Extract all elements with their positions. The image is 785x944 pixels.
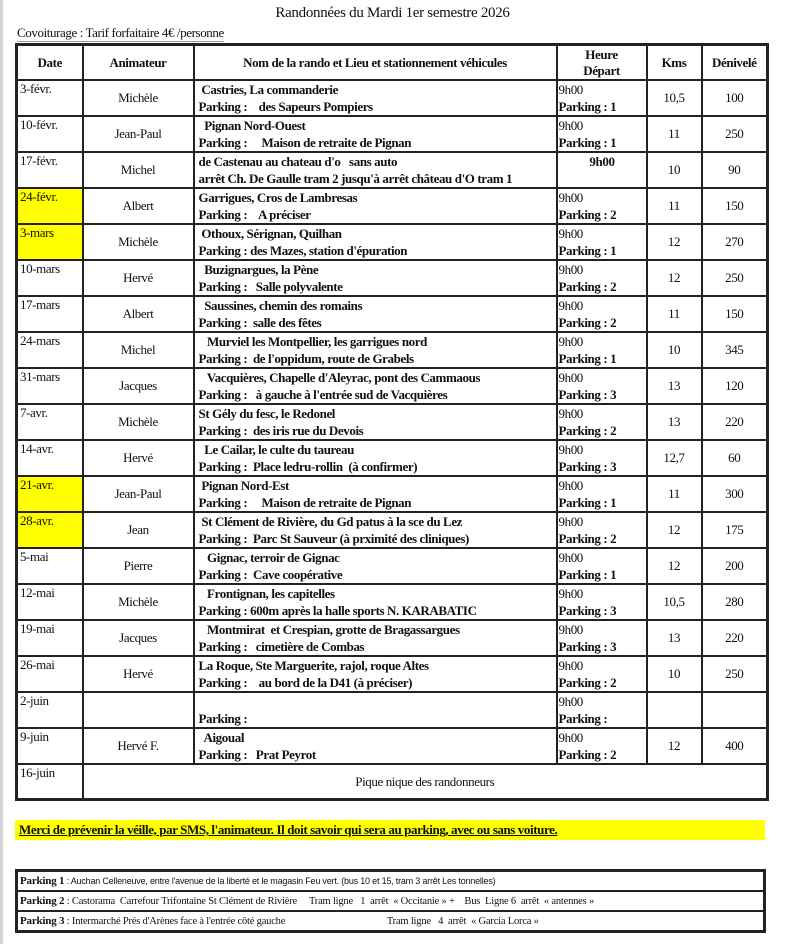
animateur-cell: Michel — [83, 332, 194, 368]
departure-time: 9h00 — [558, 370, 583, 385]
departure-cell — [557, 224, 647, 260]
departure-time: 9h00 — [589, 154, 615, 169]
table-row — [17, 404, 768, 440]
departure-time: 9h00 — [558, 658, 583, 673]
hike-name: de Castenau au chateau d'o sans auto — [198, 154, 398, 169]
parking-cell — [17, 911, 765, 932]
hike-name: St Clément de Rivière, du Gd patus à la sce du Lez — [198, 514, 463, 529]
animateur-cell: Michèle — [83, 404, 194, 440]
hike-name: Castries, La commanderie — [198, 82, 338, 97]
departure-time: 9h00 — [558, 82, 583, 97]
departure-parking: Parking : 1 — [558, 135, 617, 150]
departure-cell — [557, 512, 647, 548]
date-cell: 16-juin — [17, 764, 83, 800]
table-row — [17, 440, 768, 476]
animateur-cell: Jacques — [83, 620, 194, 656]
departure-parking: Parking : 3 — [558, 459, 617, 474]
table-header — [17, 45, 768, 81]
kms-cell: 12,7 — [647, 440, 702, 476]
departure-cell — [557, 584, 647, 620]
hike-cell — [194, 404, 557, 440]
departure-time: 9h00 — [558, 622, 583, 637]
departure-parking: Parking : 1 — [558, 567, 617, 582]
hike-cell — [194, 512, 557, 548]
kms-cell: 11 — [647, 476, 702, 512]
animateur-cell: Hervé — [83, 656, 194, 692]
hike-name: Pignan Nord-Ouest — [198, 118, 306, 133]
departure-time: 9h00 — [558, 226, 583, 241]
hike-cell — [194, 116, 557, 152]
departure-cell — [557, 188, 647, 224]
table-row — [17, 80, 768, 116]
date-cell: 10-mars — [17, 260, 83, 296]
hike-parking: Parking : Place ledru-rollin (à confirmer) — [198, 459, 418, 474]
hike-schedule-table — [15, 43, 769, 801]
hike-cell — [194, 188, 557, 224]
animateur-cell: Jean-Paul — [83, 476, 194, 512]
date-cell: 19-mai — [17, 620, 83, 656]
kms-cell: 10 — [647, 332, 702, 368]
date-cell: 9-juin — [17, 728, 83, 764]
table-row — [17, 476, 768, 512]
denivele-cell: 150 — [702, 188, 768, 224]
hike-name: Buzignargues, la Pène — [198, 262, 319, 277]
hike-name: Pignan Nord-Est — [198, 478, 289, 493]
date-cell: 3-févr. — [17, 80, 83, 116]
date-cell: 3-mars — [17, 224, 83, 260]
animateur-cell: Jean — [83, 512, 194, 548]
parking-text: : Intermarché Prés d'Arènes face à l'entrée côté gauche Tram ligne 4 arrêt « Garcia Lorca » — [64, 916, 539, 927]
table-row — [17, 512, 768, 548]
departure-parking: Parking : 2 — [558, 531, 617, 546]
departure-cell — [557, 332, 647, 368]
hike-parking: Parking : Maison de retraite de Pignan — [198, 135, 412, 150]
denivele-cell: 345 — [702, 332, 768, 368]
table-row — [17, 368, 768, 404]
animateur-cell: Hervé — [83, 440, 194, 476]
hike-parking: Parking : salle des fêtes — [198, 315, 322, 330]
parking-label: Parking 2 — [20, 895, 65, 907]
departure-time: 9h00 — [558, 514, 583, 529]
denivele-cell: 250 — [702, 656, 768, 692]
date-cell: 5-mai — [17, 548, 83, 584]
table-row — [17, 692, 768, 728]
hike-name: Garrigues, Cros de Lambresas — [198, 190, 358, 205]
departure-cell — [557, 548, 647, 584]
departure-parking: Parking : — [558, 711, 608, 726]
departure-parking: Parking : 2 — [558, 207, 617, 222]
hike-cell — [194, 584, 557, 620]
departure-parking: Parking : 1 — [558, 99, 617, 114]
departure-parking: Parking : 3 — [558, 639, 617, 654]
hike-parking: Parking : des iris rue du Devois — [198, 423, 364, 438]
date-cell: 21-avr. — [17, 476, 83, 512]
kms-cell: 13 — [647, 368, 702, 404]
kms-cell: 12 — [647, 548, 702, 584]
animateur-cell: Hervé F. — [83, 728, 194, 764]
notice-text: Merci de prévenir la véille, par SMS, l'animateur. Il doit savoir qui sera au parking, avec ou sans voiture. — [19, 822, 558, 837]
kms-cell: 12 — [647, 260, 702, 296]
hike-parking: Parking : 600m après la halle sports N. KARABATIC — [198, 603, 477, 618]
departure-parking: Parking : 3 — [558, 387, 617, 402]
table-row — [17, 332, 768, 368]
departure-time: 9h00 — [558, 730, 583, 745]
denivele-cell: 250 — [702, 260, 768, 296]
parking-text: : Auchan Celleneuve, entre l'avenue de la liberté et le magasin Feu vert. (bus 10 et 15, tram 3 arrêt Les tonnelles) — [64, 876, 496, 886]
departure-parking: Parking : 2 — [558, 279, 617, 294]
animateur-cell: Michèle — [83, 80, 194, 116]
departure-time: 9h00 — [558, 550, 583, 565]
table-row — [17, 548, 768, 584]
col-kms: Kms — [647, 45, 702, 81]
departure-time: 9h00 — [558, 262, 583, 277]
departure-time: 9h00 — [558, 586, 583, 601]
denivele-cell: 150 — [702, 296, 768, 332]
table-row — [17, 584, 768, 620]
date-cell: 26-mai — [17, 656, 83, 692]
denivele-cell: 90 — [702, 152, 768, 188]
date-cell: 31-mars — [17, 368, 83, 404]
hike-parking: Parking : au bord de la D41 (à préciser) — [198, 675, 413, 690]
date-cell: 17-mars — [17, 296, 83, 332]
date-cell: 28-avr. — [17, 512, 83, 548]
page-title: Randonnées du Mardi 1er semestre 2026 — [275, 5, 510, 21]
departure-parking: Parking : 1 — [558, 351, 617, 366]
picnic-cell: Pique nique des randonneurs — [83, 764, 768, 800]
departure-time: 9h00 — [558, 298, 583, 313]
hike-name: Montmirat et Crespian, grotte de Bragassargues — [198, 622, 460, 637]
kms-cell: 12 — [647, 728, 702, 764]
hike-cell — [194, 476, 557, 512]
hike-name — [199, 693, 556, 710]
kms-cell: 12 — [647, 224, 702, 260]
departure-cell — [557, 296, 647, 332]
col-date: Date — [17, 45, 83, 81]
table-row — [17, 188, 768, 224]
carpool-rate: Covoiturage : Tarif forfaitaire 4€ /personne — [17, 25, 224, 40]
hike-parking: Parking : A préciser — [198, 207, 311, 222]
kms-cell: 10,5 — [647, 80, 702, 116]
parking-legend-table — [15, 869, 766, 933]
col-denivele: Dénivelé — [702, 45, 768, 81]
page-edge — [0, 0, 3, 944]
departure-time: 9h00 — [558, 694, 583, 709]
hike-name: Saussines, chemin des romains — [198, 298, 363, 313]
table-row — [17, 620, 768, 656]
hike-cell — [194, 728, 557, 764]
kms-cell — [647, 692, 702, 728]
kms-cell: 12 — [647, 512, 702, 548]
kms-cell: 11 — [647, 188, 702, 224]
hike-name: Murviel les Montpellier, les garrigues nord — [198, 334, 427, 349]
parking-row — [17, 891, 765, 911]
departure-time: 9h00 — [558, 118, 583, 133]
table-row — [17, 152, 768, 188]
hike-cell — [194, 656, 557, 692]
hike-cell — [194, 332, 557, 368]
departure-cell — [557, 728, 647, 764]
denivele-cell — [702, 692, 768, 728]
hike-parking: Parking : Cave coopérative — [198, 567, 343, 582]
table-row — [17, 260, 768, 296]
departure-cell — [557, 440, 647, 476]
animateur-cell: Albert — [83, 296, 194, 332]
hike-parking: Parking : Prat Peyrot — [198, 747, 316, 762]
animateur-cell: Michèle — [83, 224, 194, 260]
kms-cell: 10 — [647, 656, 702, 692]
denivele-cell: 175 — [702, 512, 768, 548]
animateur-cell: Hervé — [83, 260, 194, 296]
hike-parking: Parking : à gauche à l'entrée sud de Vacquières — [198, 387, 448, 402]
denivele-cell: 250 — [702, 116, 768, 152]
departure-parking — [559, 170, 646, 187]
hike-name: Gignac, terroir de Gignac — [198, 550, 340, 565]
table-row — [17, 764, 768, 800]
animateur-cell — [83, 692, 194, 728]
parking-row — [17, 911, 765, 932]
table-row — [17, 728, 768, 764]
parking-label: Parking 3 — [20, 915, 65, 927]
parking-label: Parking 1 — [20, 875, 65, 887]
hike-parking: Parking : des Mazes, station d'épuration — [198, 243, 408, 258]
hike-name: St Gély du fesc, le Redonel — [198, 406, 336, 421]
denivele-cell: 60 — [702, 440, 768, 476]
animateur-cell: Michèle — [83, 584, 194, 620]
departure-parking: Parking : 2 — [558, 423, 617, 438]
kms-cell: 11 — [647, 116, 702, 152]
date-cell: 24-févr. — [17, 188, 83, 224]
col-animateur: Animateur — [83, 45, 194, 81]
departure-cell — [557, 116, 647, 152]
departure-cell — [557, 656, 647, 692]
hike-name: Le Cailar, le culte du taureau — [198, 442, 354, 457]
hike-parking: Parking : Salle polyvalente — [198, 279, 343, 294]
parking-row — [17, 871, 765, 892]
denivele-cell: 220 — [702, 620, 768, 656]
col-heure — [557, 45, 647, 81]
hike-cell — [194, 548, 557, 584]
departure-time: 9h00 — [558, 334, 583, 349]
denivele-cell: 200 — [702, 548, 768, 584]
denivele-cell: 300 — [702, 476, 768, 512]
departure-cell — [557, 476, 647, 512]
table-row — [17, 224, 768, 260]
hike-parking: Parking : des Sapeurs Pompiers — [198, 99, 373, 114]
hike-parking: Parking : — [198, 711, 248, 726]
date-cell: 14-avr. — [17, 440, 83, 476]
hike-parking: Parking : cimetière de Combas — [198, 639, 365, 654]
date-cell: 2-juin — [17, 692, 83, 728]
kms-cell: 10,5 — [647, 584, 702, 620]
hike-name: La Roque, Ste Marguerite, rajol, roque Altes — [198, 658, 429, 673]
departure-parking: Parking : 2 — [558, 315, 617, 330]
date-cell: 17-févr. — [17, 152, 83, 188]
denivele-cell: 280 — [702, 584, 768, 620]
date-cell: 10-févr. — [17, 116, 83, 152]
hike-name: Othoux, Sérignan, Quilhan — [198, 226, 342, 241]
hike-parking: Parking : de l'oppidum, route de Grabels — [198, 351, 414, 366]
col-nom: Nom de la rando et Lieu et stationnement véhicules — [194, 45, 557, 81]
animateur-cell: Albert — [83, 188, 194, 224]
hike-cell — [194, 152, 557, 188]
hike-cell — [194, 368, 557, 404]
hike-cell — [194, 224, 557, 260]
date-cell: 24-mars — [17, 332, 83, 368]
parking-text: : Castorama Carrefour Trifontaine St Clément de Rivière Tram ligne 1 arrêt « Occitanie » + Bus Ligne 6 arrêt « antennes » — [64, 896, 594, 907]
parking-cell — [17, 891, 765, 911]
hike-cell — [194, 440, 557, 476]
departure-parking: Parking : 2 — [558, 747, 617, 762]
denivele-cell: 100 — [702, 80, 768, 116]
kms-cell: 13 — [647, 620, 702, 656]
hike-cell — [194, 80, 557, 116]
hike-name: Frontignan, les capitelles — [198, 586, 335, 601]
table-row — [17, 296, 768, 332]
hike-parking: Parking : Parc St Sauveur (à prximité des cliniques) — [198, 531, 469, 546]
departure-cell — [557, 368, 647, 404]
departure-parking: Parking : 3 — [558, 603, 617, 618]
denivele-cell: 270 — [702, 224, 768, 260]
departure-cell — [557, 260, 647, 296]
departure-parking: Parking : 1 — [558, 495, 617, 510]
notice-banner — [15, 820, 765, 840]
denivele-cell: 400 — [702, 728, 768, 764]
hike-cell — [194, 692, 557, 728]
kms-cell: 11 — [647, 296, 702, 332]
animateur-cell: Jean-Paul — [83, 116, 194, 152]
table-row — [17, 656, 768, 692]
date-cell: 7-avr. — [17, 404, 83, 440]
animateur-cell: Pierre — [83, 548, 194, 584]
departure-cell — [557, 404, 647, 440]
table-row — [17, 116, 768, 152]
departure-time: 9h00 — [558, 442, 583, 457]
col-heure-label: Heure Départ — [583, 46, 620, 78]
parking-cell — [17, 871, 765, 892]
denivele-cell: 120 — [702, 368, 768, 404]
hike-parking: Parking : Maison de retraite de Pignan — [198, 495, 412, 510]
departure-parking: Parking : 1 — [558, 243, 617, 258]
departure-cell — [557, 152, 647, 188]
departure-cell — [557, 620, 647, 656]
departure-cell — [557, 80, 647, 116]
kms-cell: 13 — [647, 404, 702, 440]
departure-time: 9h00 — [558, 478, 583, 493]
denivele-cell: 220 — [702, 404, 768, 440]
departure-time: 9h00 — [558, 406, 583, 421]
hike-cell — [194, 260, 557, 296]
hike-name: Aigoual — [198, 730, 245, 745]
kms-cell: 10 — [647, 152, 702, 188]
animateur-cell: Michel — [83, 152, 194, 188]
animateur-cell: Jacques — [83, 368, 194, 404]
departure-cell — [557, 692, 647, 728]
departure-time: 9h00 — [558, 190, 583, 205]
hike-cell — [194, 296, 557, 332]
hike-parking: arrêt Ch. De Gaulle tram 2 jusqu'à arrêt château d'O tram 1 — [198, 171, 513, 186]
departure-parking: Parking : 2 — [558, 675, 617, 690]
hike-name: Vacquières, Chapelle d'Aleyrac, pont des Cammaous — [198, 370, 481, 385]
hike-cell — [194, 620, 557, 656]
date-cell: 12-mai — [17, 584, 83, 620]
